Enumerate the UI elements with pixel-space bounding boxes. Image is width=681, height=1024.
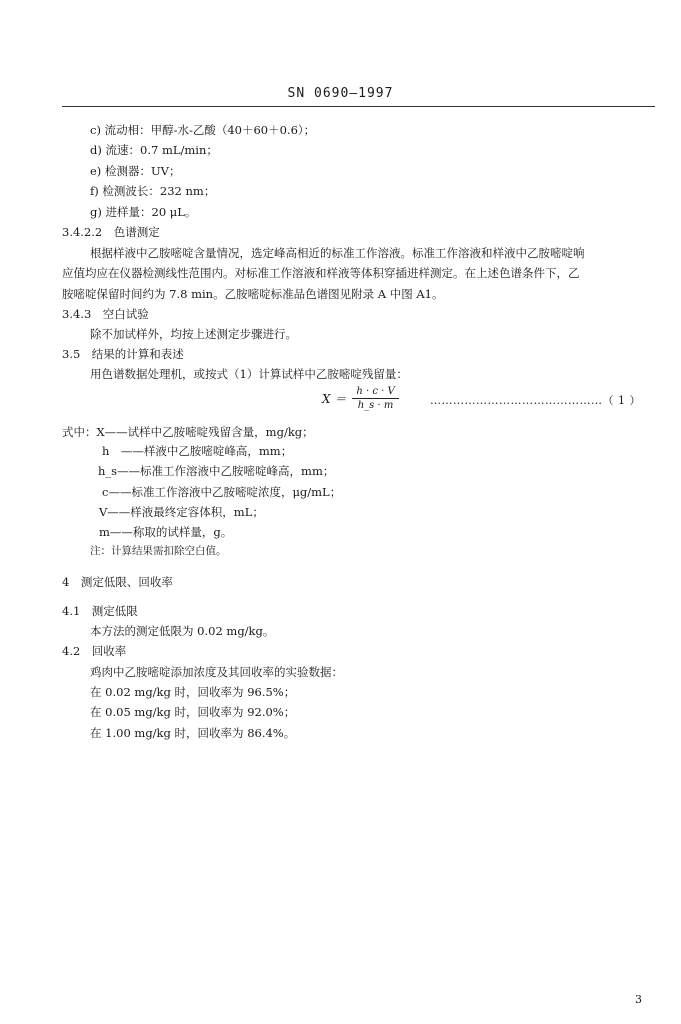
where-v: V——样液最终定容体积，mL； [99,505,264,519]
condition-injection: g) 进样量：20 μL。 [90,205,197,219]
where-hs: h_s——标准工作溶液中乙胺嘧啶峰高，mm； [98,464,335,478]
note-text: 注：计算结果需扣除空白值。 [90,545,227,557]
where-h: h ——样液中乙胺嘧啶峰高，mm； [102,444,293,458]
recovery-rate-1: 在 0.02 mg/kg 时，回收率为 96.5%； [90,685,296,699]
condition-mobile-phase: c) 流动相：甲醇-水-乙酸（40＋60＋0.6）； [90,123,316,137]
where-intro: 式中：X——试样中乙胺嘧啶残留含量，mg/kg； [62,425,314,439]
section-3422-para-line1: 根据样液中乙胺嘧啶含量情况，选定峰高相近的标准工作溶液。标准工作溶液和样液中乙胺嘧啶响 [90,246,585,260]
where-m: m——称取的试样量，g。 [99,525,233,539]
header-rule [62,106,655,107]
section-42-heading: 4.2 回收率 [62,644,127,658]
section-35-heading: 3.5 结果的计算和表述 [62,347,184,361]
section-343-heading: 3.4.3 空白试验 [62,307,149,321]
condition-wavelength: f) 检测波长：232 nm； [90,184,216,198]
recovery-rate-3: 在 1.00 mg/kg 时，回收率为 86.4%。 [90,726,296,740]
formula-1 [322,386,399,411]
standard-code-header: SN 0690—1997 [287,86,394,101]
page-number: 3 [635,993,642,1006]
recovery-rate-2: 在 0.05 mg/kg 时，回收率为 92.0%； [90,705,296,719]
section-42-para: 鸡肉中乙胺嘧啶添加浓度及其回收率的实验数据： [90,665,343,679]
section-41-heading: 4.1 测定低限 [62,604,138,618]
section-4-heading: 4 测定低限、回收率 [62,575,173,589]
section-343-para: 除不加试样外，均按上述测定步骤进行。 [90,327,297,341]
section-3422-heading: 3.4.2.2 色谱测定 [62,225,160,239]
section-3422-para-line3: 胺嘧啶保留时间约为 7.8 min。乙胺嘧啶标准品色谱图见附录 A 中图 A1。 [62,287,444,301]
formula-lhs: X ＝ [322,392,347,406]
section-35-para: 用色谱数据处理机，或按式（1）计算试样中乙胺嘧啶残留量： [90,367,408,381]
formula-leader-dots: ………………………………………（ 1 ） [430,394,641,407]
where-c: c——标准工作溶液中乙胺嘧啶浓度，μg/mL； [102,485,342,499]
formula-fraction [352,386,398,411]
section-3422-para-line2: 应值均应在仪器检测线性范围内。对标准工作溶液和样液等体积穿插进样测定。在上述色谱条件下，乙 [62,266,580,280]
section-41-para: 本方法的测定低限为 0.02 mg/kg。 [90,624,275,638]
formula-numerator: h · c · V [352,386,398,399]
formula-denominator: h_s · m [357,400,394,411]
condition-detector: e) 检测器：UV； [90,164,181,178]
condition-flow-rate: d) 流速：0.7 mL/min； [90,143,218,157]
